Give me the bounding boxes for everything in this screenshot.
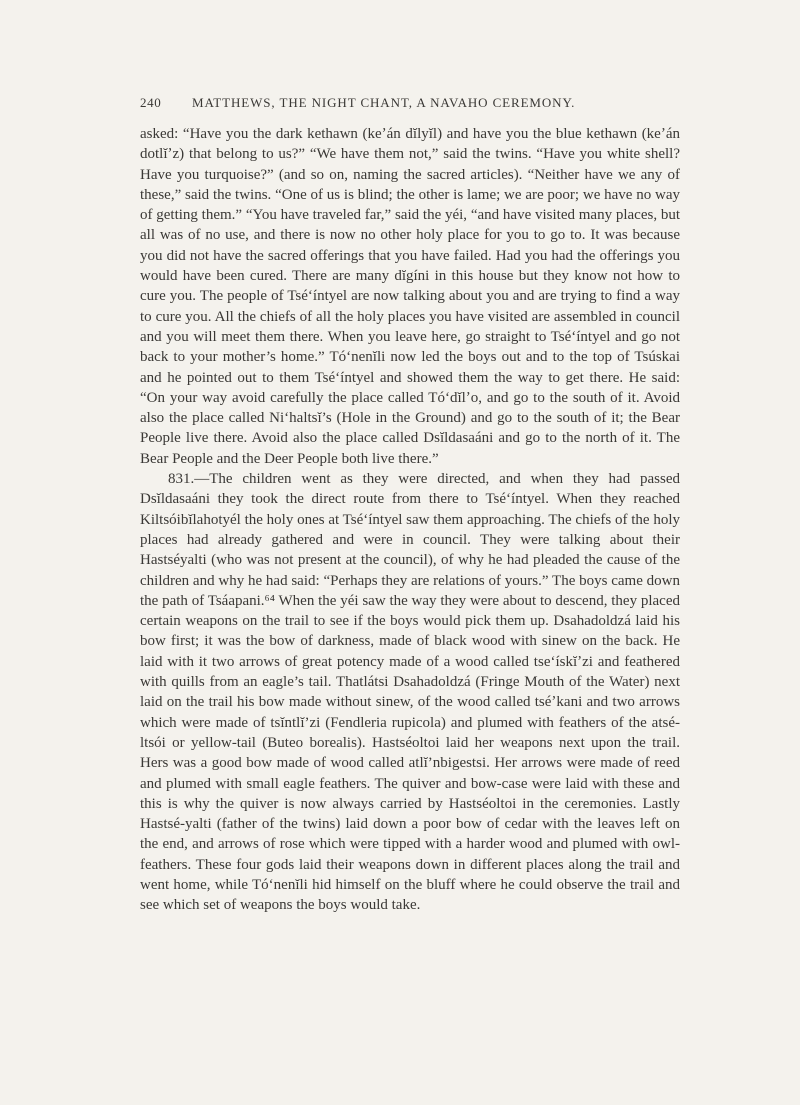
running-head-title: MATTHEWS, THE NIGHT CHANT, A NAVAHO CEREMONY.: [192, 95, 576, 110]
body-text: [140, 124, 680, 916]
page-number: 240: [140, 95, 162, 110]
running-head: [140, 95, 680, 111]
paragraph-831: 831.—The children went as they were directed, and when they had passed Dsĭldasaáni they took the direct route from there to Tséʻíntyel. When they reached Kiltsóibĭlahotyél the holy ones at Tséʻíntyel saw them approaching. The chiefs of the holy places had already gathered and were in council. They were talking about their Hastséyalti (who was not present at the council), of why he had pleaded the cause of the children and why he had said: “Perhaps they are relations of yours.” The boys came down the path of Tsáapani.⁶⁴ When the yéi saw the way they were about to descend, they placed certain weapons on the trail to see if the boys would pick them up. Dsahadoldzá laid his bow first; it was the bow of darkness, made of black wood with sinew on the back. He laid with it two arrows of great potency made of a wood called tseʻískĭʼzi and feathered with quills from an eagle’s tail. Thatlátsi Dsahadoldzá (Fringe Mouth of the Water) next laid on the trail his bow made without sinew, of the wood called tséʼkani and two arrows which were made of tsĭntlĭ’zi (Fendleria rupicola) and plumed with feathers of the atsé-ltsói or yellow-tail (Buteo borealis). Hastséoltoi laid her weapons next upon the trail. Hers was a good bow made of wood called atlĭ’nbigestsi. Her arrows were made of reed and plumed with small eagle feathers. The quiver and bow-case were laid with these and this is why the quiver is now always carried by Hastséoltoi in the ceremonies. Lastly Hastsé-yalti (father of the twins) laid down a poor bow of cedar with the leaves left on the end, and arrows of rose which were tipped with a harder wood and plumed with owl-feathers. These four gods laid their weapons down in different places along the trail and went home, while Tóʻnenĭli hid himself on the bluff where he could observe the trail and see which set of weapons the boys would take.: [140, 471, 680, 914]
paragraph-continued: asked: “Have you the dark kethawn (keʼán dĭlyĭl) and have you the blue kethawn (keʼán dotlĭʼz) that belong to us?” “We have them not,” said the twins. “Have you white shell? Have you turquoise?” (and so on, naming the sacred articles). “Neither have we any of these,” said the twins. “One of us is blind; the other is lame; we are poor; we have no way of getting them.” “You have traveled far,” said the yéi, “and have visited many places, but all was of no use, and there is now no other holy place for you to go to. It was because you did not have the sacred offerings that you have failed. Had you had the offerings you would have been cured. There are many dĭgíni in this house but they know not how to cure you. The people of Tséʻíntyel are now talking about you and are trying to find a way to cure you. All the chiefs of all the holy places you have visited are assembled in council and you will meet them there. When you leave here, go straight to Tséʻíntyel and go not back to your mother’s home.” Tóʻnenĭli now led the boys out and to the top of Tsúskai and he pointed out to them Tséʻíntyel and showed them the way to get there. He said: “On your way avoid carefully the place called Tóʻdĭlʼo, and go to the south of it. Avoid also the place called Niʻhaltsĭ’s (Hole in the Ground) and go to the south of it; the Bear People live there. Avoid also the place called Dsĭldasaáni and go to the north of it. The Bear People and the Deer People both live there.”: [140, 126, 680, 467]
